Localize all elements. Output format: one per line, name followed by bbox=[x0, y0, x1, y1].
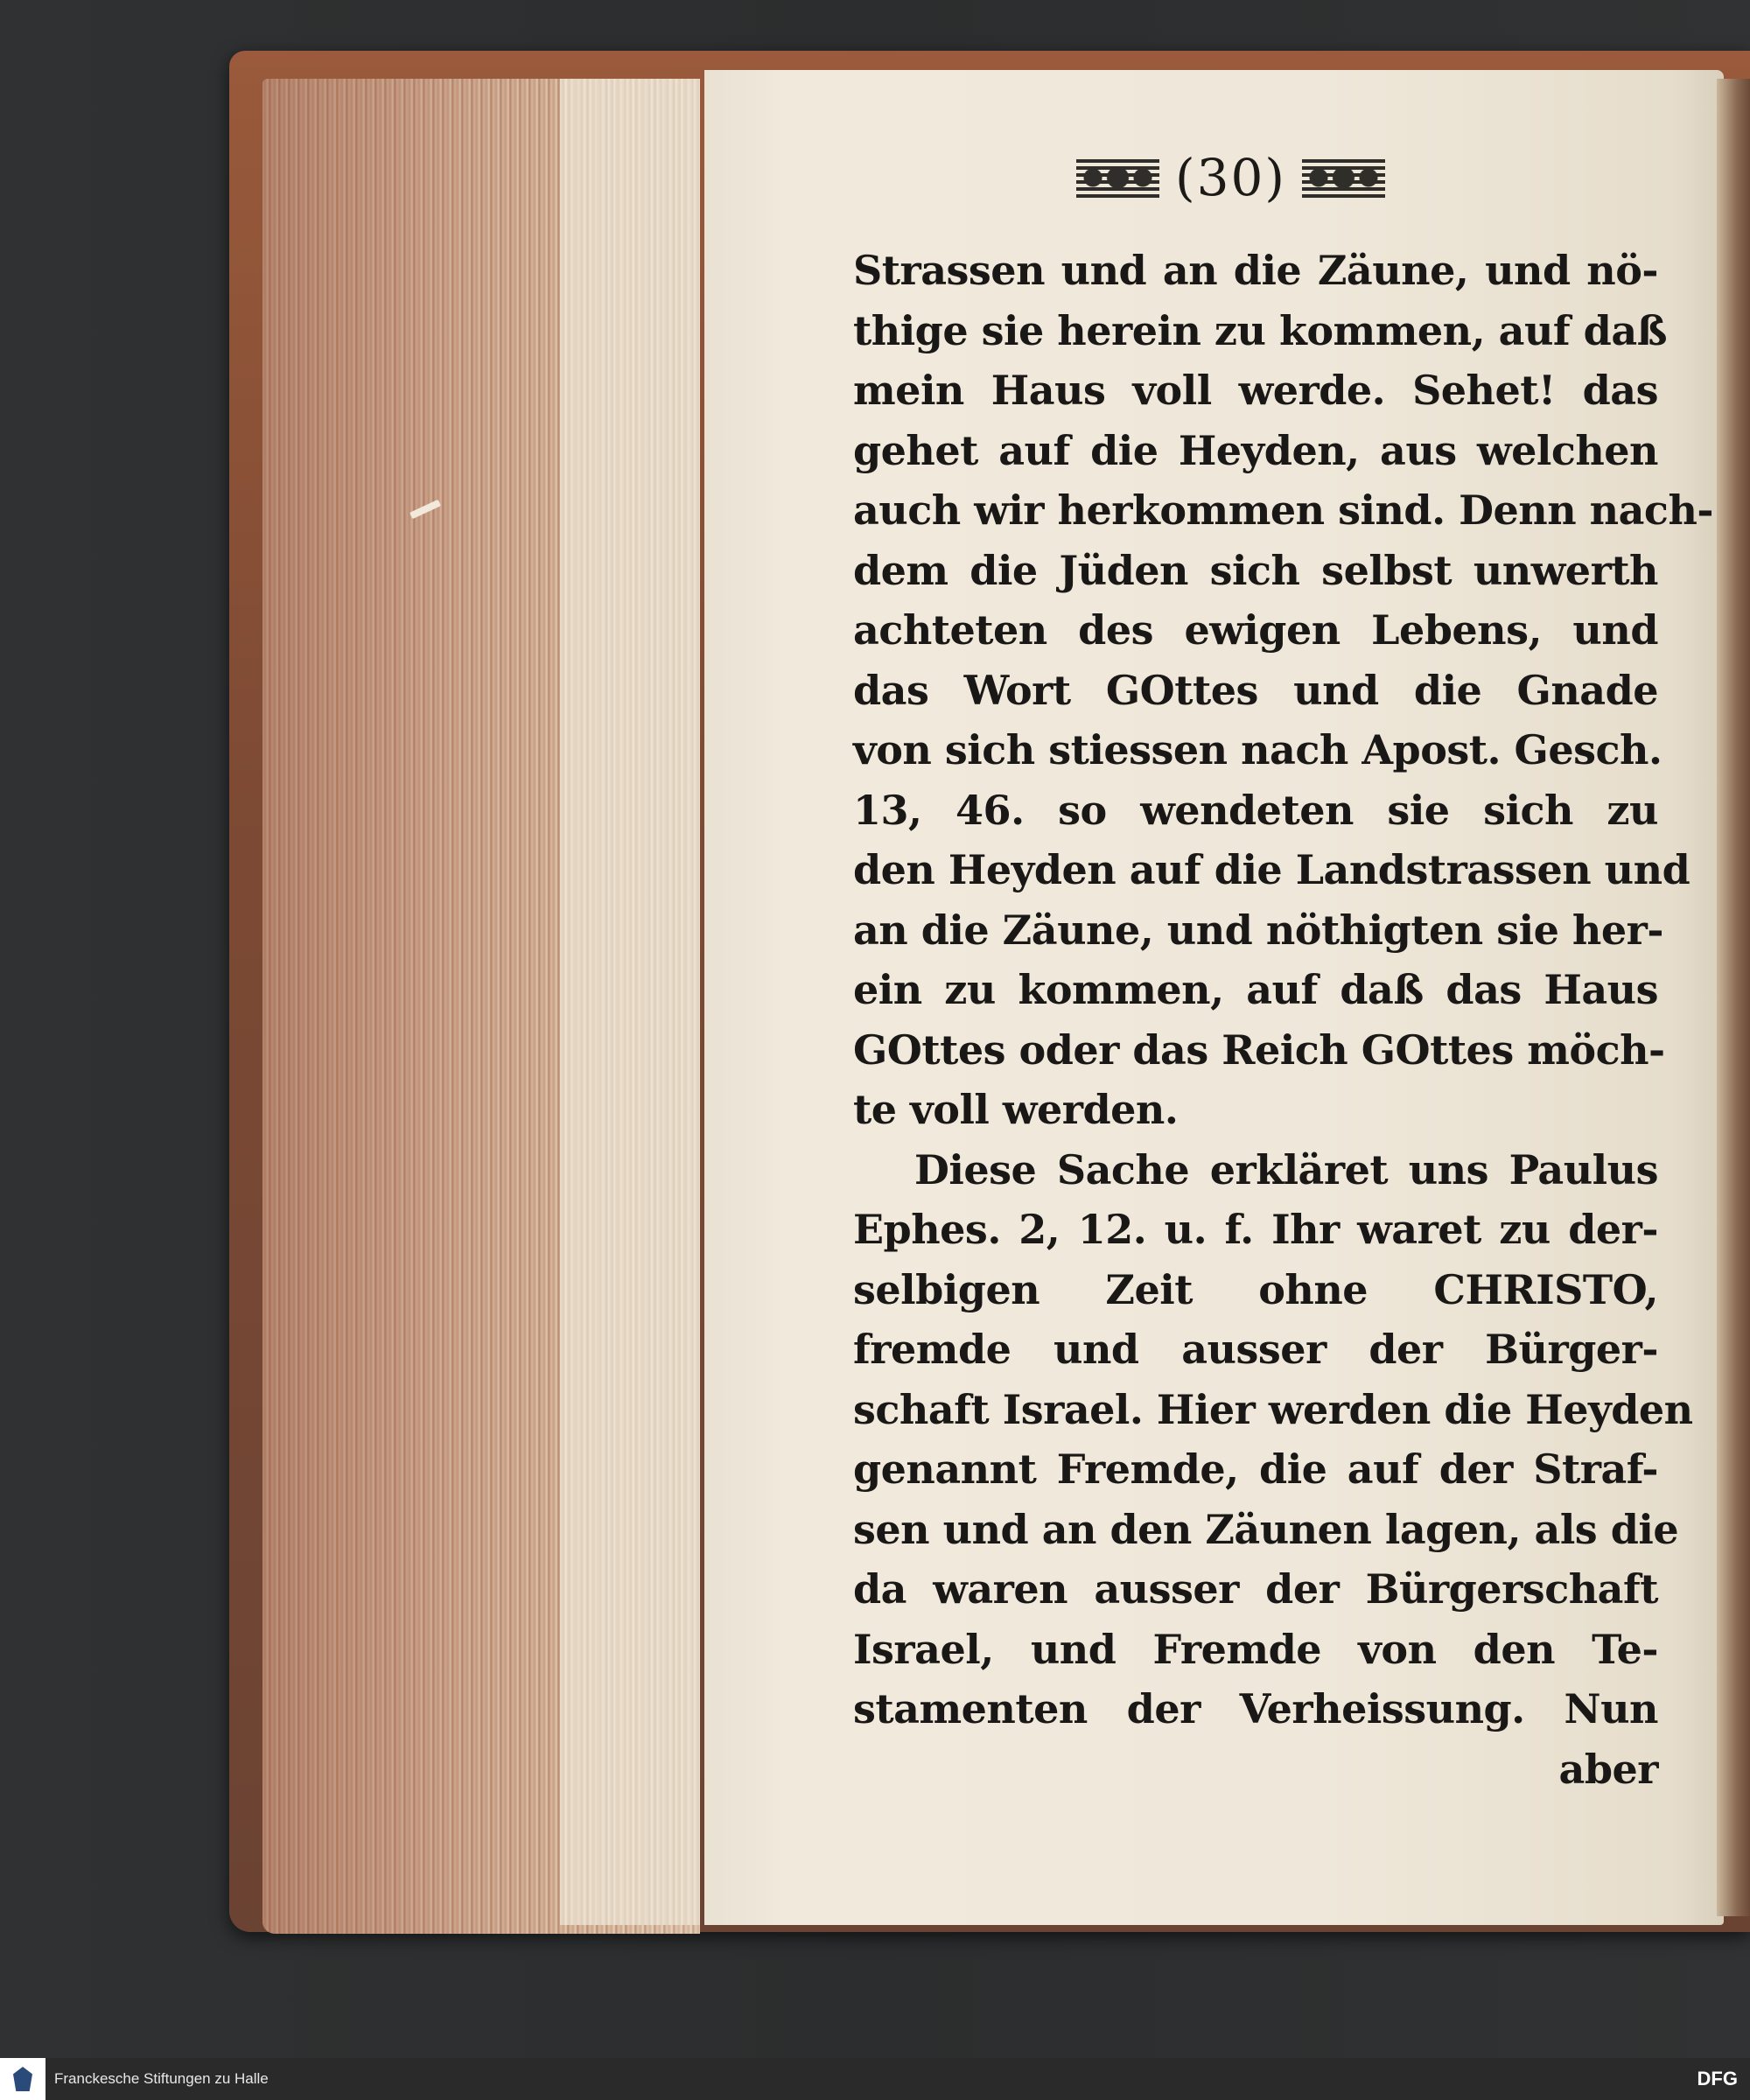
text-line: da waren ausser der Bürgerschaft bbox=[853, 1565, 1658, 1613]
ornament-left-icon bbox=[1076, 158, 1159, 198]
text-line: Ephes. 2, 12. u. f. Ihr waret zu der- bbox=[853, 1206, 1658, 1253]
institution-name[interactable]: Franckesche Stiftungen zu Halle bbox=[54, 2070, 269, 2087]
text-line: Strassen und an die Zäune, und nö- bbox=[853, 247, 1658, 294]
page-number: (30) bbox=[1175, 148, 1287, 207]
text-line: schaft Israel. Hier werden die Heyden bbox=[853, 1385, 1693, 1433]
institution-logo-icon[interactable] bbox=[0, 2058, 46, 2100]
text-line: auch wir herkommen sind. Denn nach- bbox=[853, 486, 1713, 534]
text-line: von sich stiessen nach Apost. Gesch. bbox=[853, 726, 1662, 774]
page-text bbox=[853, 241, 1713, 1799]
viewer-footer bbox=[0, 2058, 1750, 2100]
text-line: ein zu kommen, auf daß das Haus bbox=[853, 966, 1658, 1013]
text-line: sen und an den Zäunen lagen, als die bbox=[853, 1505, 1679, 1553]
text-line: GOttes oder das Reich GOttes möch- bbox=[853, 1026, 1665, 1074]
page-stack-inner bbox=[560, 79, 700, 1925]
catchword: aber bbox=[1558, 1745, 1658, 1793]
text-line: dem die Jüden sich selbst unwerth bbox=[853, 546, 1658, 594]
logo-mark-icon bbox=[13, 2067, 32, 2091]
text-line: Diese Sache erkläret uns Paulus bbox=[914, 1145, 1658, 1194]
text-line: achteten des ewigen Lebens, und bbox=[853, 606, 1658, 654]
text-line: gehet auf die Heyden, aus welchen bbox=[853, 426, 1658, 474]
text-line: das Wort GOttes und die Gnade bbox=[853, 666, 1658, 714]
text-line: den Heyden auf die Landstrassen und bbox=[853, 846, 1690, 893]
text-line: mein Haus voll werde. Sehet! das bbox=[853, 367, 1658, 414]
page-header bbox=[1076, 147, 1385, 208]
text-line: stamenten der Verheissung. Nun bbox=[853, 1685, 1658, 1732]
text-line: genannt Fremde, die auf der Straf- bbox=[853, 1446, 1658, 1493]
text-line: te voll werden. bbox=[853, 1086, 1179, 1133]
dfg-logo[interactable]: DFG bbox=[1697, 2068, 1738, 2090]
text-line: thige sie herein zu kommen, auf daß bbox=[853, 306, 1668, 354]
text-line: fremde und ausser der Bürger- bbox=[853, 1326, 1658, 1373]
text-line: selbigen Zeit ohne CHRISTO, bbox=[853, 1265, 1658, 1313]
ornament-right-icon bbox=[1302, 158, 1385, 198]
text-line: 13, 46. so wendeten sie sich zu bbox=[853, 786, 1658, 834]
text-line: Israel, und Fremde von den Te- bbox=[853, 1625, 1658, 1673]
text-line: an die Zäune, und nöthigten sie her- bbox=[853, 906, 1663, 954]
page-edge-right bbox=[1717, 79, 1750, 1916]
